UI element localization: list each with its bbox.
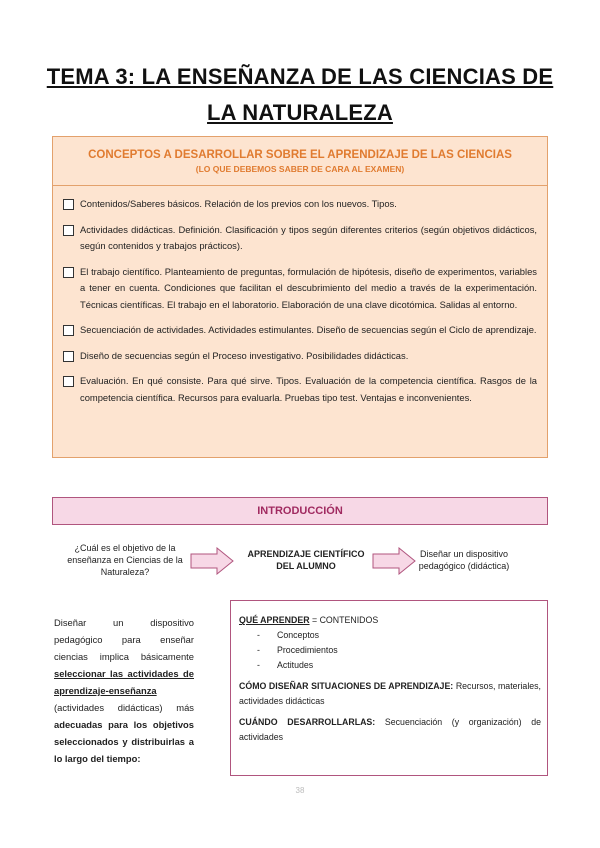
- concepts-box: [52, 136, 548, 458]
- concept-item: [63, 348, 537, 365]
- concept-item-text: El trabajo científico. Planteamiento de preguntas, formulación de hipótesis, diseño de experimentos, variables a tener en cuenta. Condiciones que facilitan el descubrimiento del medio a través de la experimentación. Técnicas científicas. El trabajo en el laboratorio. Elaboración de una clave dicotómica. Salidas al entorno.: [80, 265, 537, 310]
- concepts-list: [53, 186, 547, 406]
- page-title-line-1: TEMA 3: LA ENSEÑANZA DE LAS CIENCIAS DE: [46, 64, 554, 89]
- intro-heading: INTRODUCCIÓN: [52, 497, 548, 525]
- concept-item-text: Actividades didácticas. Definición. Clasificación y tipos según diferentes criterios (según objetivos didácticos, según contenidos y trabajos prácticos).: [80, 223, 537, 251]
- checkbox-icon[interactable]: [63, 199, 74, 210]
- checkbox-icon[interactable]: [63, 351, 74, 362]
- concepts-header: [53, 137, 547, 186]
- flow-arrow-icon: [372, 547, 416, 575]
- flow-result: Diseñar un dispositivo pedagógico (didáctica): [418, 549, 510, 571]
- concept-item: [63, 264, 537, 314]
- concept-item: [63, 373, 537, 406]
- list-item: [257, 628, 541, 643]
- checkbox-icon[interactable]: [63, 267, 74, 278]
- checkbox-icon[interactable]: [63, 225, 74, 236]
- dash-bullet: -: [257, 630, 260, 640]
- left-text-part1: Diseñar un dispositivo pedagógico para enseñar ciencias implica básicamente: [54, 617, 194, 662]
- concept-item-text: Evaluación. En qué consiste. Para qué sirve. Tipos. Evaluación de la competencia científica. Rasgos de la competencia científica. Recursos para evaluarla. Pruebas tipo test. Ventajas e inconvenientes.: [80, 375, 537, 403]
- que-value: = CONTENIDOS: [309, 615, 379, 625]
- dash-bullet: -: [257, 645, 260, 655]
- concept-item: [63, 322, 537, 339]
- page-number: 38: [295, 786, 305, 795]
- concepts-subheading: (LO QUE DEBEMOS SABER DE CARA AL EXAMEN): [195, 164, 405, 174]
- concept-item: [63, 196, 537, 213]
- list-item: [257, 658, 541, 673]
- left-text-part4: adecuadas para los objetivos seleccionados y distribuirlas a lo largo del tiempo:: [54, 719, 194, 764]
- flow-middle-line-1: APRENDIZAJE CIENTÍFICO: [247, 549, 365, 559]
- concept-item-text: Contenidos/Saberes básicos. Relación de los previos con los nuevos. Tipos.: [80, 198, 397, 209]
- left-text-part2: seleccionar las actividades de aprendizaje-enseñanza: [54, 668, 194, 696]
- dash-bullet: -: [257, 660, 260, 670]
- content-type-label: Conceptos: [277, 630, 320, 640]
- concept-item-text: Secuenciación de actividades. Actividades estimulantes. Diseño de secuencias según el Ciclo de aprendizaje.: [80, 324, 537, 335]
- concept-item-text: Diseño de secuencias según el Proceso investigativo. Posibilidades didácticas.: [80, 349, 409, 361]
- flow-question: ¿Cuál es el objetivo de la enseñanza en Ciencias de la Naturaleza?: [67, 543, 183, 577]
- como-value: Recursos, materiales, actividades didácticas: [239, 681, 542, 706]
- left-text-part3: (actividades didácticas) más: [54, 702, 194, 713]
- checkbox-icon[interactable]: [63, 376, 74, 387]
- content-type-label: Actitudes: [277, 660, 314, 670]
- intro-left-text: [54, 614, 194, 767]
- list-item: [257, 643, 541, 658]
- page-title-line-2: LA NATURALEZA: [207, 100, 393, 125]
- concept-item: [63, 222, 537, 255]
- flow-middle: [236, 548, 376, 572]
- que-label: QUÉ APRENDER: [239, 615, 310, 625]
- concepts-heading: CONCEPTOS A DESARROLLAR SOBRE EL APRENDIZAJE DE LAS CIENCIAS: [88, 149, 512, 161]
- como-label: CÓMO DISEÑAR SITUACIONES DE APRENDIZAJE:: [239, 681, 454, 691]
- cuando-label: CUÁNDO DESARROLLARLAS:: [239, 717, 376, 727]
- flow-arrow-icon: [190, 547, 234, 575]
- content-type-label: Procedimientos: [277, 645, 338, 655]
- content-types-list: [239, 628, 541, 673]
- cuando-value: Secuenciación (y organización) de actividades: [239, 717, 542, 742]
- flow-middle-line-2: DEL ALUMNO: [276, 561, 336, 571]
- checkbox-icon[interactable]: [63, 325, 74, 336]
- intro-right-box: [230, 600, 548, 776]
